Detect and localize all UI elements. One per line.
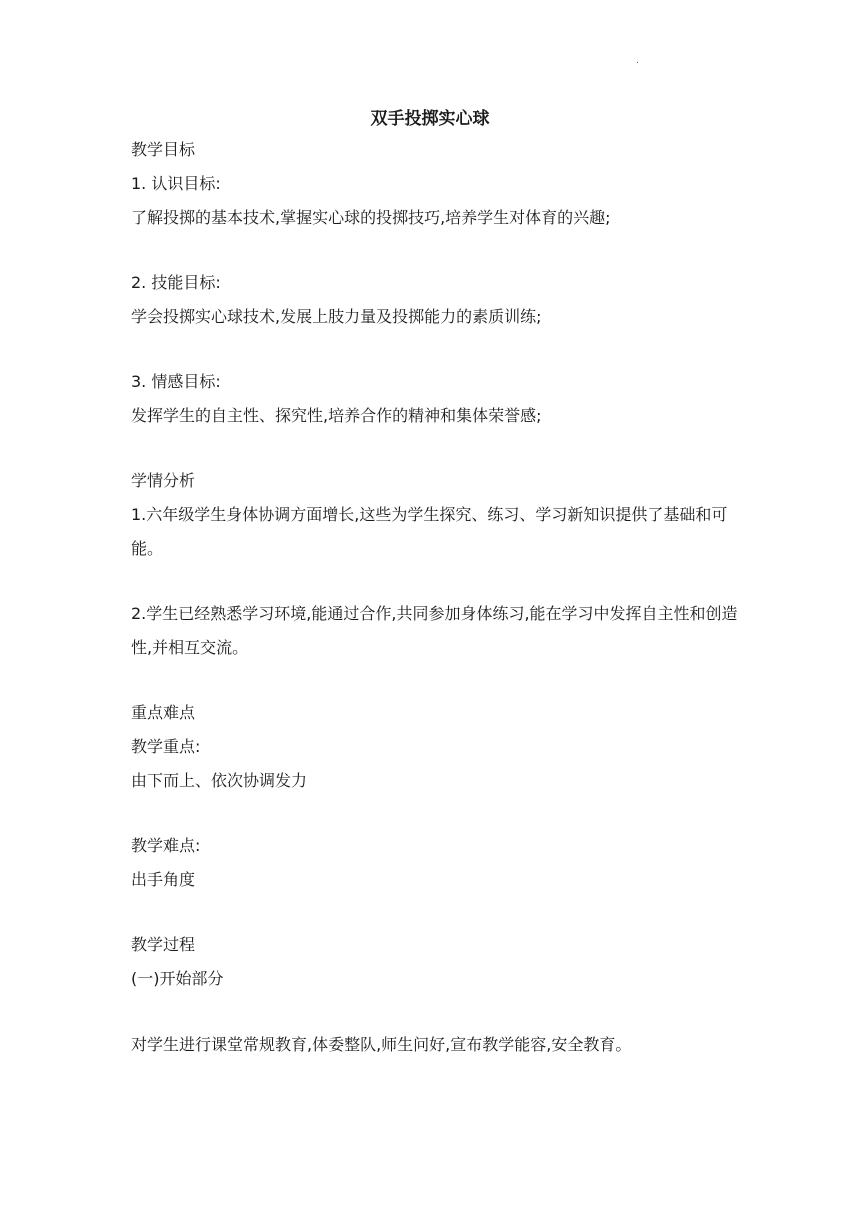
objective-1-label: 1. 认识目标: [131, 174, 221, 193]
key-point-text: 由下而上、依次协调发力 [131, 771, 308, 790]
header-mark: . [636, 56, 639, 66]
key-point-label: 教学重点: [131, 737, 201, 756]
objective-2-label: 2. 技能目标: [131, 273, 221, 292]
process-heading: 教学过程 [131, 935, 196, 954]
document-title: 双手投掷实心球 [370, 109, 490, 129]
difficulty-text: 出手角度 [131, 870, 196, 889]
difficulty-label: 教学难点: [131, 836, 201, 855]
process-part-1-label: (一)开始部分 [131, 969, 224, 988]
analysis-item-1: 1.六年级学生身体协调方面增长,这些为学生探究、练习、学习新知识提供了基础和可能。 [131, 505, 728, 558]
objective-1-text: 了解投掷的基本技术,掌握实心球的投掷技巧,培养学生对体育的兴趣; [131, 208, 611, 227]
objective-3-label: 3. 情感目标: [131, 372, 221, 391]
analysis-item-2: 2.学生已经熟悉学习环境,能通过合作,共同参加身体练习,能在学习中发挥自主性和创造性,并相互交流。 [131, 604, 738, 657]
key-points-heading: 重点难点 [131, 703, 196, 722]
process-part-1-text: 对学生进行课堂常规教育,体委整队,师生问好,宣布教学能容,安全教育。 [131, 1035, 632, 1054]
objectives-heading: 教学目标 [131, 140, 196, 159]
objective-2-text: 学会投掷实心球技术,发展上肢力量及投掷能力的素质训练; [131, 307, 542, 326]
objective-3-text: 发挥学生的自主性、探究性,培养合作的精神和集体荣誉感; [131, 406, 542, 425]
analysis-heading: 学情分析 [131, 471, 196, 490]
